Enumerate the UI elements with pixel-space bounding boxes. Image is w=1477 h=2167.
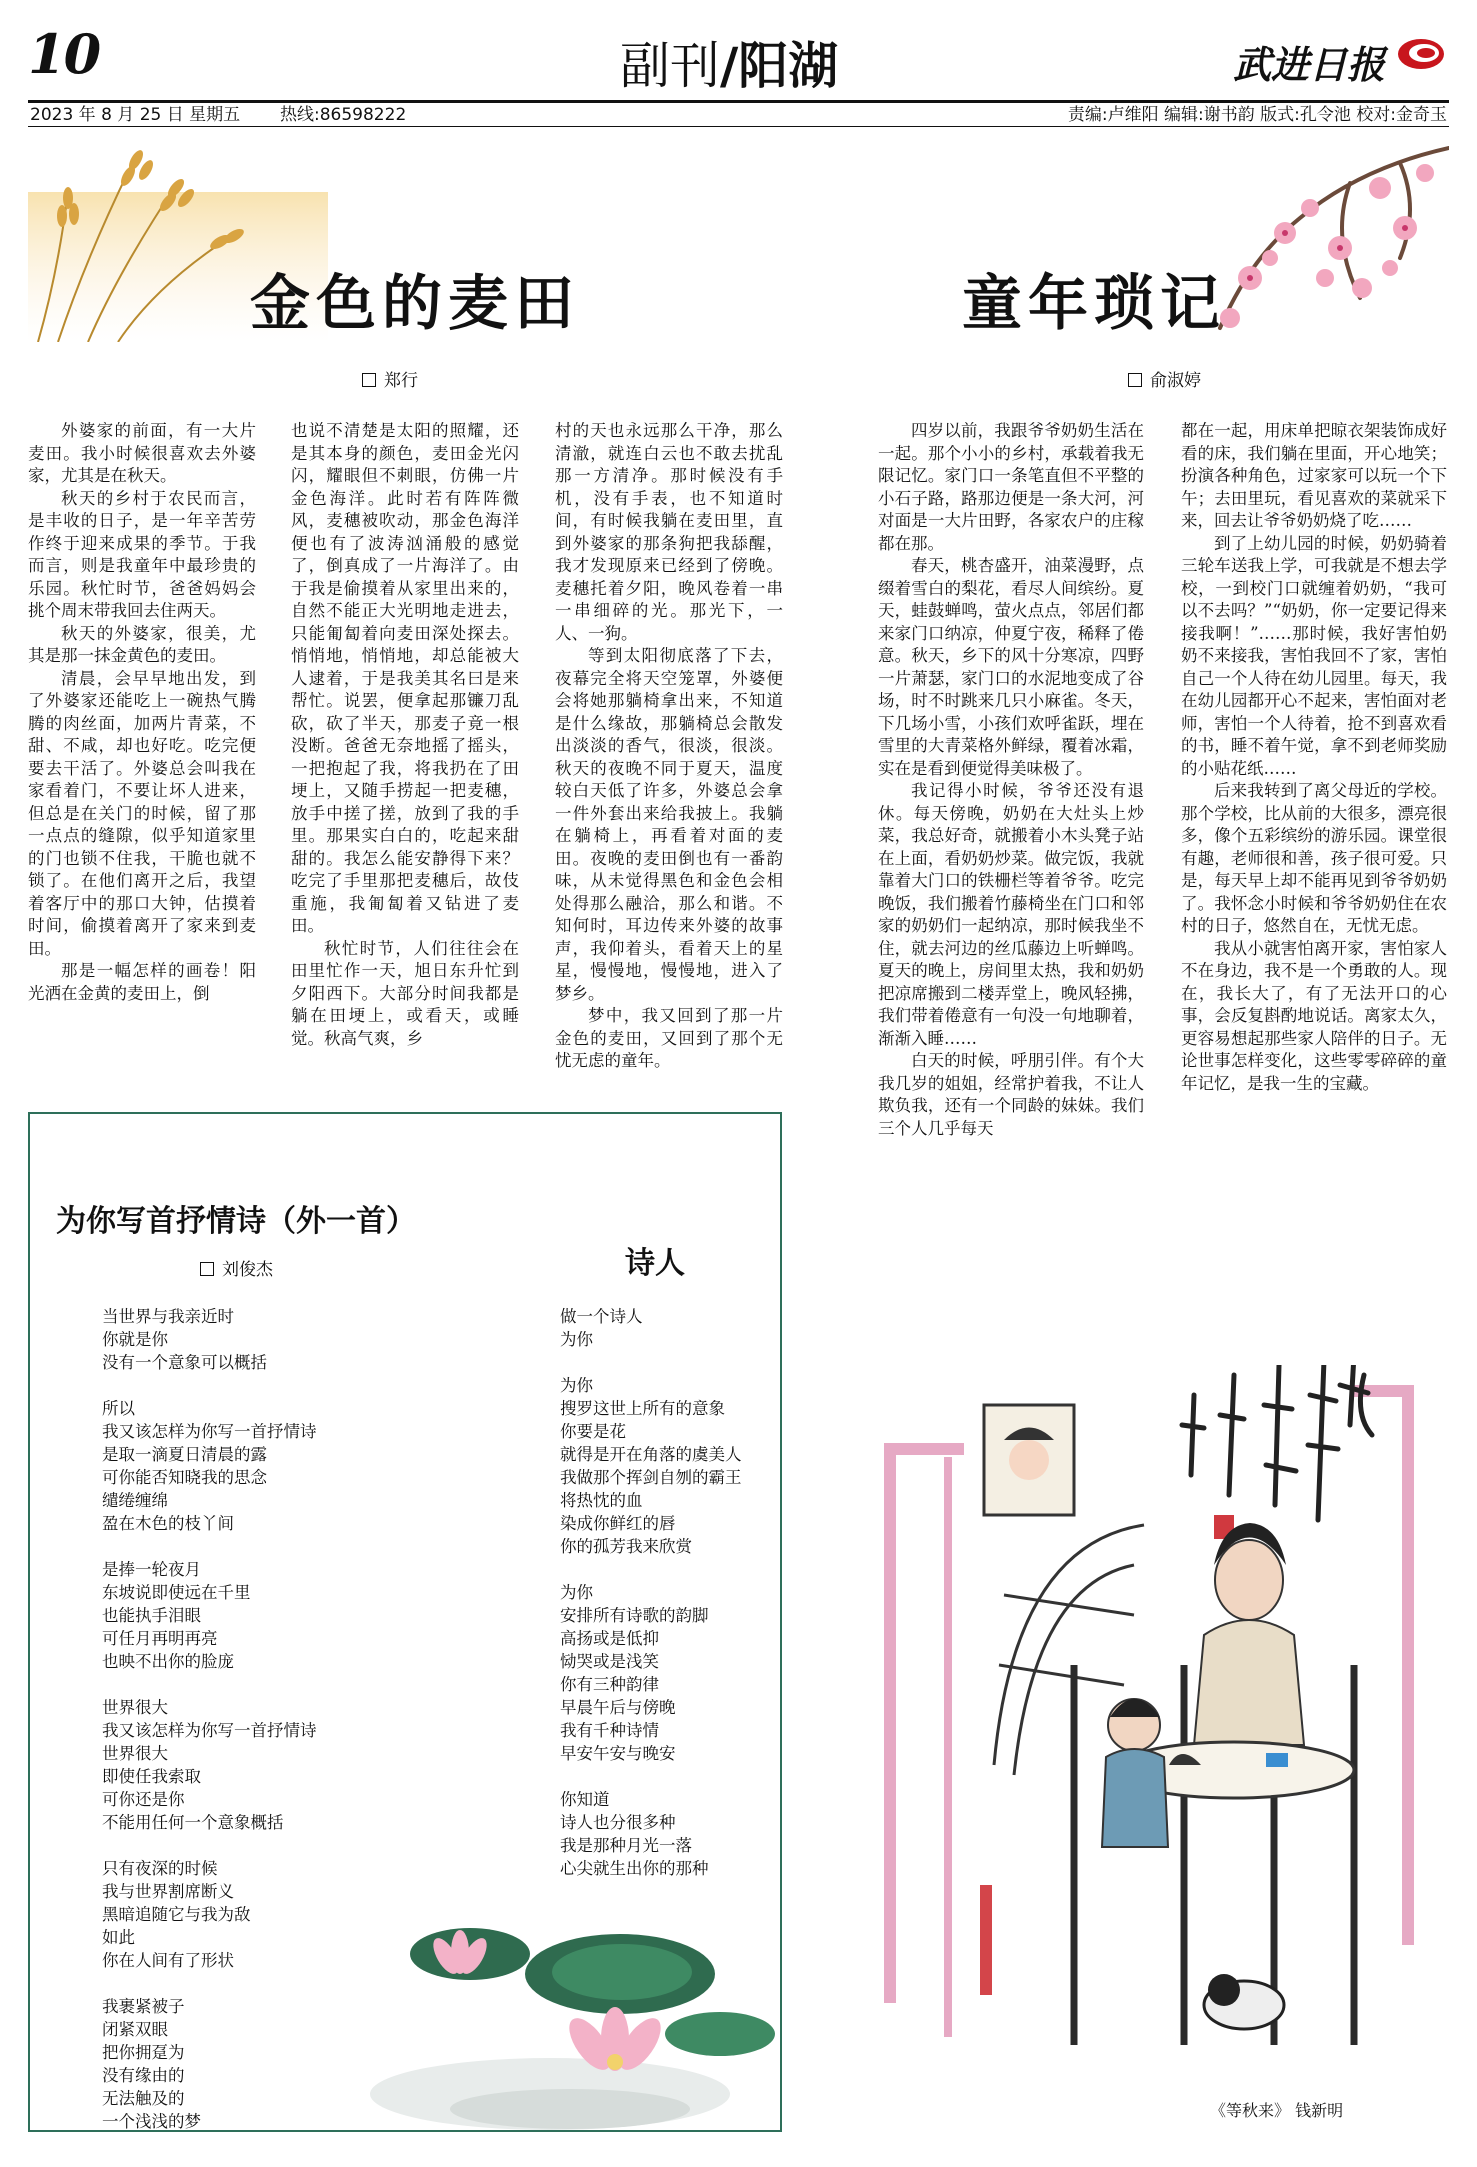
paragraph: 我从小就害怕离开家，害怕家人不在身边，我不是一个勇敢的人。现在，我长大了，有了无法开口的心事，会反复斟酌地说话。离家太久，更容易想起那些家人陪伴的日子。无论世事怎样变化，这些零零碎碎的童年记忆，是我一生的宝藏。 — [1181, 938, 1447, 1093]
poem-line: 只有夜深的时候 — [102, 1859, 218, 1878]
article2-column-1 — [878, 420, 1144, 1140]
section-main: 副刊 — [620, 37, 720, 95]
poem-line: 你在人间有了形状 — [102, 1951, 234, 1970]
section-separator: / — [720, 36, 739, 95]
poem-line: 早晨午后与傍晚 — [560, 1698, 676, 1717]
paragraph: 秋天的乡村于农民而言，是丰收的日子，是一年辛苦劳作终于迎来成果的季节。于我而言，则是我童年中最珍贵的乐园。秋忙时节，爸爸妈妈会挑个周末带我回去住两天。 — [28, 488, 256, 620]
article1-column-1 — [28, 420, 256, 1005]
article2-title: 童年琐记 — [962, 269, 1226, 339]
poem1-title: 为你写首抒情诗（外一首） — [56, 1204, 416, 1239]
poem-line: 我又该怎样为你写一首抒情诗 — [102, 1422, 317, 1441]
poem-stanza — [102, 1305, 317, 1374]
poem-stanza — [102, 1857, 317, 1972]
brand-logo-icon — [1395, 36, 1447, 72]
lotus-illustration — [360, 1894, 780, 2132]
poem2-title: 诗人 — [625, 1246, 685, 1281]
poem-line: 黑暗追随它与我为敌 — [102, 1905, 251, 1924]
poem-line: 闭紧双眼 — [102, 2020, 168, 2039]
poem-line: 是捧一轮夜月 — [102, 1560, 201, 1579]
poem1-byline — [200, 1255, 273, 1280]
poem-line: 你的孤芳我来欣赏 — [560, 1537, 692, 1556]
poem1-body — [102, 1305, 317, 2156]
section-sub: 阳湖 — [738, 36, 839, 95]
poem-line: 即使任我索取 — [102, 1767, 201, 1786]
poem-line: 世界很大 — [102, 1744, 168, 1763]
poem-line: 世界很大 — [102, 1698, 168, 1717]
article1-author: 郑行 — [384, 371, 418, 391]
info-line — [30, 104, 1447, 126]
poem-line: 我是那种月光一落 — [560, 1836, 692, 1855]
poem-line: 心尖就生出你的那种 — [560, 1859, 709, 1878]
poem2-body — [560, 1305, 742, 1903]
byline-box-icon — [1128, 373, 1142, 387]
paragraph: 白天的时候，呼朋引伴。有个大我几岁的姐姐，经常护着我，不让人欺负我，还有一个同龄的妹妹。我们三个人几乎每天 — [878, 1051, 1144, 1138]
painting-caption: 《等秋来》 钱新明 — [1210, 2101, 1344, 2120]
header-rule-top — [28, 100, 1449, 103]
poem-line: 盈在木色的枝丫间 — [102, 1514, 234, 1533]
poem-line: 你有三种韵律 — [560, 1675, 659, 1694]
paragraph: 后来我转到了离父母近的学校。那个学校，比从前的大很多，漂亮很多，像个五彩缤纷的游乐园。课堂很有趣，老师很和善，孩子很可爱。只是，每天早上却不能再见到爷爷奶奶了。我怀念小时候和爷爷奶奶住在农村的日子，悠然自在，无忧无虑。 — [1181, 781, 1447, 935]
paragraph: 也说不清楚是太阳的照耀，还是其本身的颜色，麦田金光闪闪，耀眼但不刺眼，仿佛一片金色海洋。此时若有阵阵微风，麦穗被吹动，那金色海洋便也有了波涛汹涌般的感觉了，倒真成了一片海洋了。由于我是偷摸着从家里出来的，自然不能正大光明地走进去，只能匍匐着向麦田深处探去。悄悄地，悄悄地，却总能被大人逮着，于是我美其名曰是来帮忙。说罢，便拿起那镰刀乱砍，砍了半天，那麦子竟一根没断。爸爸无奈地摇了摇头，一把抱起了我，将我扔在了田埂上，又随手捞起一把麦穗，放手中搓了搓，放到了我的手里。那果实白白的，吃起来甜甜的。我怎么能安静得下来？吃完了手里那把麦穗后，故伎重施，我匍匐着又钻进了麦田。 — [291, 421, 519, 935]
poem-stanza — [560, 1581, 742, 1765]
poem-line: 不能用任何一个意象概括 — [102, 1813, 284, 1832]
paragraph: 都在一起，用床单把晾衣架装饰成好看的床，我们躺在里面，开心地笑；扮演各种角色，过家家可以玩一个下午；去田里玩，看见喜欢的菜就采下来，回去让爷爷奶奶烧了吃…… — [1181, 421, 1447, 530]
poem-line: 将热忱的血 — [560, 1491, 643, 1510]
page-number: 10 — [28, 22, 100, 86]
article1-column-3 — [555, 420, 783, 1073]
poem-line: 可你能否知晓我的思念 — [102, 1468, 267, 1487]
paragraph: 秋忙时节，人们往往会在田里忙作一天，旭日东升忙到夕阳西下。大部分时间我都是躺在田埂上，或看天，或睡觉。秋高气爽，乡 — [291, 938, 519, 1048]
poem-line: 我有千种诗情 — [560, 1721, 659, 1740]
poem-line: 就得是开在角落的虞美人 — [560, 1445, 742, 1464]
poem-stanza — [102, 1696, 317, 1834]
paragraph: 梦中，我又回到了那一片金色的麦田，又回到了那个无忧无虑的童年。 — [555, 1006, 783, 1070]
poem-line: 早安午安与晚安 — [560, 1744, 676, 1763]
hotline: 热线:86598222 — [280, 105, 407, 125]
header-rule-bottom — [28, 126, 1449, 127]
poem-line: 我与世界割席断义 — [102, 1882, 234, 1901]
issue-date: 2023 年 8 月 25 日 星期五 — [30, 105, 241, 125]
poem-line: 你要是花 — [560, 1422, 626, 1441]
poem-line: 我做那个挥剑自刎的霸王 — [560, 1468, 742, 1487]
poem-line: 可你还是你 — [102, 1790, 185, 1809]
paragraph: 外婆家的前面，有一大片麦田。我小时候很喜欢去外婆家，尤其是在秋天。 — [28, 421, 256, 485]
poem-line: 当世界与我亲近时 — [102, 1307, 234, 1326]
poem-line: 做一个诗人 — [560, 1307, 643, 1326]
poem-line: 你就是你 — [102, 1330, 168, 1349]
article2-author: 俞淑婷 — [1150, 371, 1201, 391]
paragraph: 我记得小时候，爷爷还没有退休。每天傍晚，奶奶在大灶头上炒菜，我总好奇，就搬着小木头凳子站在上面，看奶奶炒菜。做完饭，我就靠着大门口的铁栅栏等着爷爷。吃完晚饭，我们搬着竹藤椅坐在门口和邻家的奶奶们一起纳凉，那时候我坐不住，就去河边的丝瓜藤边上听蝉鸣。夏天的晚上，房间里太热，我和奶奶把凉席搬到二楼弄堂上，晚风轻拂，我们带着倦意有一句没一句地聊着，渐渐入睡…… — [878, 781, 1144, 1048]
poem-line: 所以 — [102, 1399, 135, 1418]
staff-credits: 责编:卢维阳 编辑:谢书韵 版式:孔令池 校对:金奇玉 — [1067, 105, 1447, 125]
poem-line: 为你 — [560, 1376, 593, 1395]
poem-line: 为你 — [560, 1330, 593, 1349]
painting-wait-for-autumn — [884, 1365, 1440, 2065]
poem-line: 高扬或是低抑 — [560, 1629, 659, 1648]
paragraph: 等到太阳彻底落了下去，夜幕完全将天空笼罩，外婆便会将她那躺椅拿出来，不知道是什么缘故，那躺椅总会散发出淡淡的香气，很淡，很淡。秋天的夜晚不同于夏天，温度较白天低了许多，外婆总会拿一件外套出来给我披上。我躺在躺椅上，再看着对面的麦田。夜晚的麦田倒也有一番韵味，从未觉得黑色和金色会相处得那么融洽，那么和谐。不知何时，耳边传来外婆的故事声，我仰着头，看着天上的星星，慢慢地，慢慢地，进入了梦乡。 — [555, 646, 783, 1003]
paragraph: 那是一幅怎样的画卷！阳光洒在金黄的麦田上，倒 — [28, 961, 256, 1003]
poem-line: 我又该怎样为你写一首抒情诗 — [102, 1721, 317, 1740]
poem-line: 东坡说即使远在千里 — [102, 1583, 251, 1602]
poem-line: 是取一滴夏日清晨的露 — [102, 1445, 267, 1464]
article2-byline — [1128, 366, 1201, 391]
paragraph: 秋天的外婆家，很美，尤其是那一抹金黄色的麦田。 — [28, 623, 256, 665]
article1-column-2 — [291, 420, 519, 1050]
poem-line: 为你 — [560, 1583, 593, 1602]
poem-line: 缱绻缠绵 — [102, 1491, 168, 1510]
article2-column-2 — [1181, 420, 1447, 1095]
poem-line: 没有缘由的 — [102, 2066, 185, 2085]
byline-box-icon — [362, 373, 376, 387]
poem-line: 也能执手泪眼 — [102, 1606, 201, 1625]
paragraph: 四岁以前，我跟爷爷奶奶生活在一起。那个小小的乡村，承载着我无限记忆。家门口一条笔直但不平整的小石子路，路那边便是一条大河，河对面是一大片田野，各家农户的庄稼都在那。 — [878, 421, 1144, 553]
paragraph: 春天，桃杏盛开，油菜漫野，点缀着雪白的梨花，看尽人间缤纷。夏天，蛙鼓蝉鸣，萤火点点，邻居们都来家门口纳凉，仲夏宁夜，稀释了倦意。秋天，乡下的风十分寒凉，四野一片萧瑟，家门口的水泥地变成了谷场，时不时跳来几只小麻雀。冬天，下几场小雪，小孩们欢呼雀跃，埋在雪里的大青菜格外鲜绿，覆着冰霜，实在是看到便觉得美味极了。 — [878, 556, 1144, 778]
poem-line: 染成你鲜红的唇 — [560, 1514, 676, 1533]
poem-line: 如此 — [102, 1928, 135, 1947]
poem-stanza — [102, 1397, 317, 1535]
poem-line: 你知道 — [560, 1790, 610, 1809]
poem-line: 诗人也分很多种 — [560, 1813, 676, 1832]
poem-line: 无法触及的 — [102, 2089, 185, 2108]
paragraph: 村的天也永远那么干净，那么清澈，就连白云也不敢去扰乱那一方清净。那时候没有手机，没有手表，也不知道时间，有时候我躺在麦田里，直到外婆家的那条狗把我舔醒，我才发现原来已经到了傍晚。麦穗托着夕阳，晚风卷着一串一串细碎的光。那光下，一人、一狗。 — [555, 421, 783, 643]
poem-line: 没有一个意象可以概括 — [102, 1353, 267, 1372]
poem-line: 可任月再明再亮 — [102, 1629, 218, 1648]
paragraph: 清晨，会早早地出发，到了外婆家还能吃上一碗热气腾腾的肉丝面，加两片青菜，不甜、不咸，却也好吃。吃完便要去干活了。外婆总会叫我在家看着门，不要让坏人进来，但总是在关门的时候，留了那一点点的缝隙，似乎知道家里的门也锁不住我，干脆也就不锁了。在他们离开之后，我望着客厅中的那口大钟，估摸着时间，偷摸着离开了家来到麦田。 — [28, 668, 256, 958]
poem-line: 我裹紧被子 — [102, 1997, 185, 2016]
newspaper-brand: 武进日报 — [1232, 42, 1385, 87]
poem-stanza — [102, 1995, 317, 2133]
poem-line: 安排所有诗歌的韵脚 — [560, 1606, 709, 1625]
section-title — [620, 26, 838, 98]
poem1-author: 刘俊杰 — [222, 1260, 273, 1280]
poem-stanza — [102, 1558, 317, 1673]
poem-line: 搜罗这世上所有的意象 — [560, 1399, 725, 1418]
byline-box-icon — [200, 1262, 214, 1276]
poem-line: 恸哭或是浅笑 — [560, 1652, 659, 1671]
poem-line: 也映不出你的脸庞 — [102, 1652, 234, 1671]
poem-stanza — [560, 1374, 742, 1558]
paragraph: 到了上幼儿园的时候，奶奶骑着三轮车送我上学，可我就是不想去学校，一到校门口就缠着奶奶，“我可以不去吗？”“奶奶，你一定要记得来接我啊！”……那时候，我好害怕奶奶不来接我，害怕我回不了家，害怕自己一个人待在幼儿园里。每天，我在幼儿园都开心不起来，害怕面对老师，害怕一个人待着，抢不到喜欢看的书，睡不着午觉，拿不到老师奖励的小贴花纸…… — [1181, 533, 1447, 778]
poem-line: 一个浅浅的梦 — [102, 2112, 201, 2131]
poem-stanza — [560, 1305, 742, 1351]
article1-title: 金色的麦田 — [250, 269, 580, 339]
article1-byline — [362, 366, 418, 391]
poem-stanza — [560, 1788, 742, 1880]
poem-line: 把你拥趸为 — [102, 2043, 185, 2062]
